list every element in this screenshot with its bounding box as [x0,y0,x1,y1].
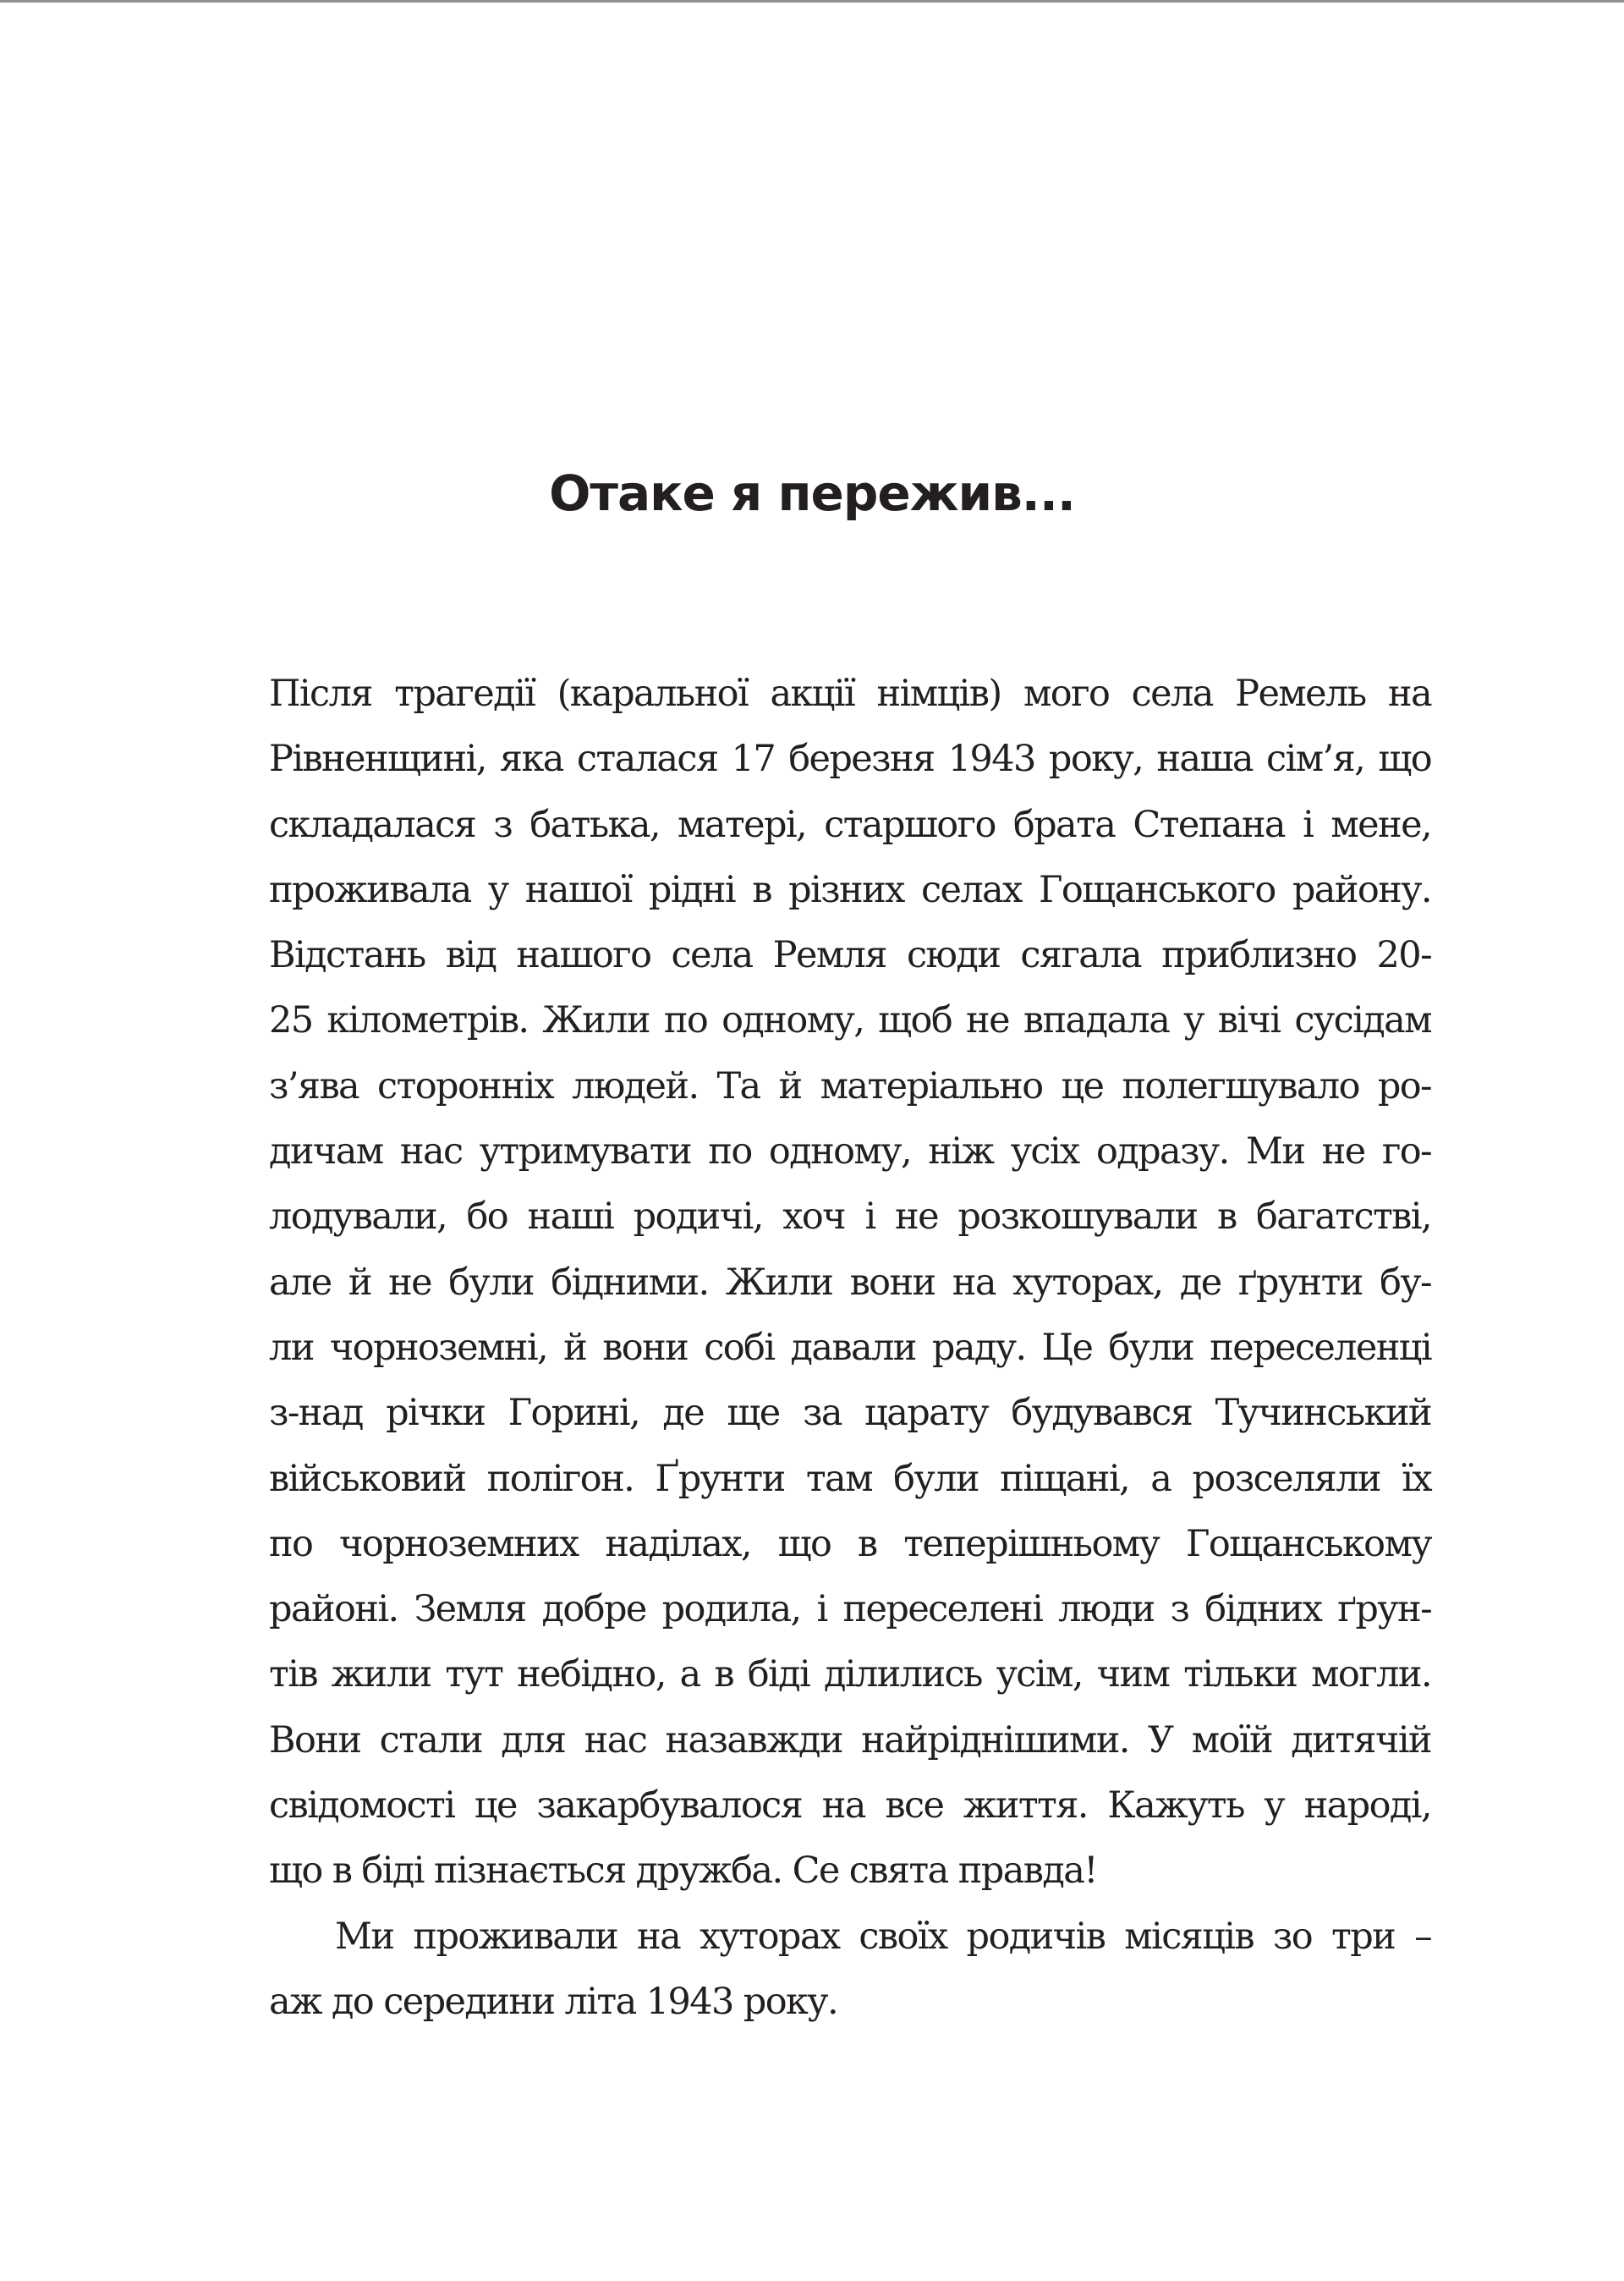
text-line: з’ява сторонніх людей. Та й матеріально це полегшувало ро- [269,1064,1431,1108]
text-line: Ми проживали на хуторах своїх родичів місяців зо три – [335,1915,1431,1958]
text-line: Після трагедії (каральної акції німців) мого села Ремель на [269,673,1431,715]
text-line: 25 кілометрів. Жили по одному, щоб не впадала у вічі сусідам [269,999,1431,1042]
paragraph-1 [269,662,1431,1904]
text-line: але й не були бідними. Жили вони на хуторах, де ґрунти бу- [269,1261,1431,1304]
text-line: лодували, бо наші родичі, хоч і не розкошували в багатстві, [269,1195,1431,1239]
text-line: аж до середини літа 1943 року. [269,1980,838,2023]
text-line: свідомості це закарбувалося на все життя. Кажуть у народі, [269,1784,1431,1828]
text-line: Рівненщині, яка сталася 17 березня 1943 року, наша сім’я, що [269,738,1431,781]
paragraph-2 [269,1904,1431,2036]
chapter-title: Отаке я пережив... [549,464,1075,522]
text-line: ли чорноземні, й вони собі давали раду. Це були переселенці [269,1326,1431,1369]
text-line: проживала у нашої рідні в різних селах Гощанського району. [269,868,1431,911]
text-line: по чорноземних наділах, що в теперішньому Гощанському [269,1522,1431,1565]
text-line: військовий полігон. Ґрунти там були піщані, а розселяли їх [269,1457,1431,1500]
text-line: Вони стали для нас назавжди найріднішими. У моїй дитячій [269,1718,1431,1762]
text-line: складалася з батька, матері, старшого брата Степана і мене, [269,803,1431,846]
text-line: тів жили тут небідно, а в біді ділились усім, чим тільки могли. [269,1653,1431,1696]
text-line: дичам нас утримувати по одному, ніж усіх одразу. Ми не го- [269,1130,1431,1173]
text-line: що в біді пізнається дружба. Се свята правда! [269,1850,1097,1893]
text-line: районі. Земля добре родила, і переселені люди з бідних ґрун- [269,1588,1431,1631]
chapter-body [269,662,1431,2035]
text-line: Відстань від нашого села Ремля сюди сягала приблизно 20- [269,934,1431,977]
text-line: з-над річки Горині, де ще за царату будувався Тучинський [269,1392,1431,1435]
